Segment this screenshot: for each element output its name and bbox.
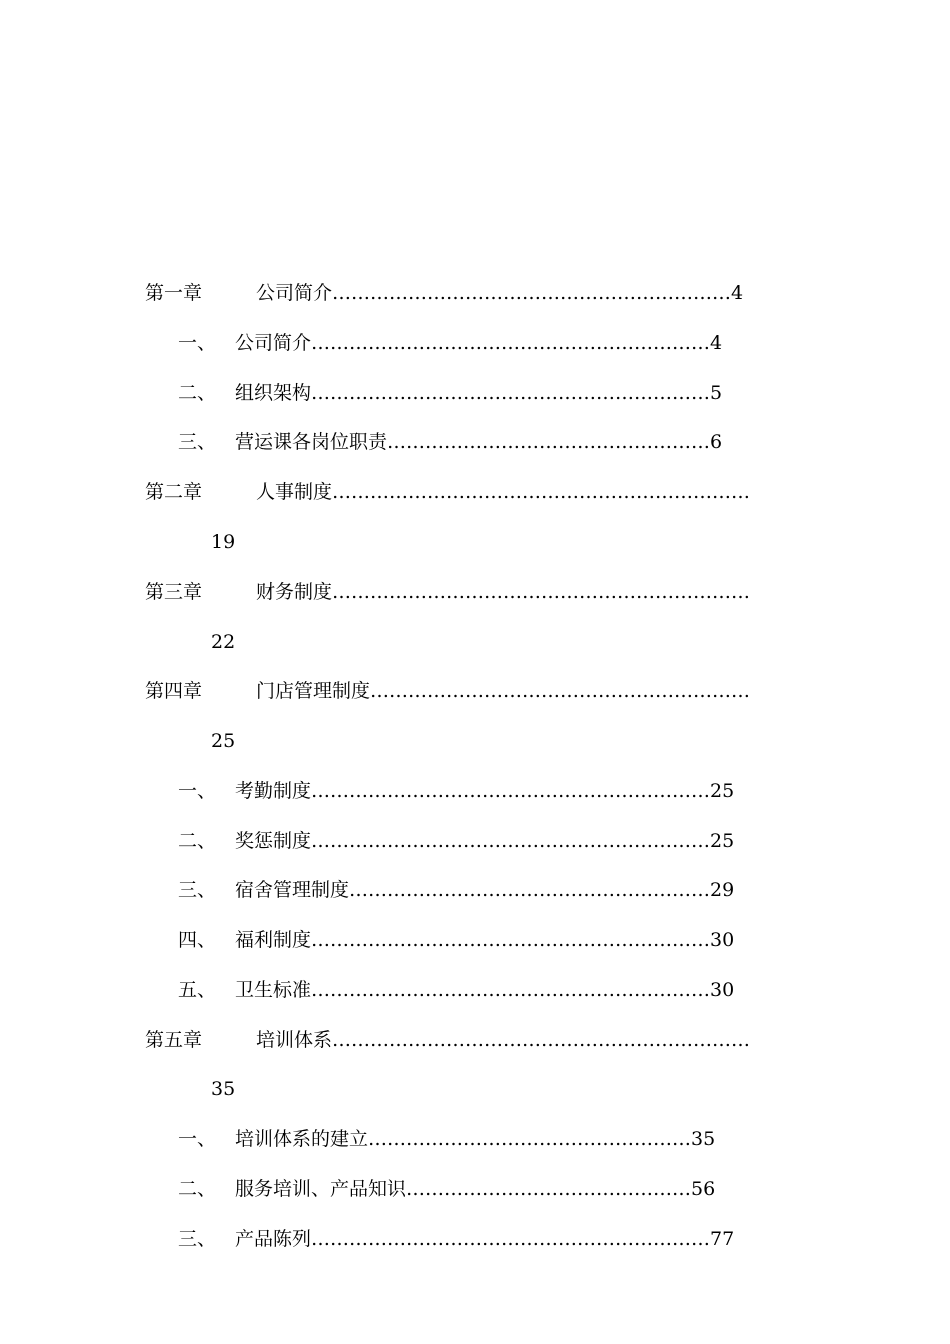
leader-dots: ………………………………………………………: [311, 830, 711, 852]
section-title-text: 奖惩制度: [235, 830, 312, 852]
page-number: 25: [710, 830, 735, 852]
section-number: 二、: [178, 830, 217, 852]
toc-page-number-wrapped: [211, 530, 235, 554]
section-number: 四、: [178, 929, 217, 951]
leader-dots: …………………………………………………………: [332, 481, 751, 503]
chapter-number: 第二章: [145, 481, 203, 503]
page-number: 25: [211, 730, 236, 752]
leader-dots: ……………………………………………: [387, 431, 711, 453]
section-title-text: 卫生标准: [235, 979, 312, 1001]
section-title: [235, 1127, 715, 1151]
section-title: [235, 928, 734, 952]
page-number: 35: [691, 1128, 716, 1150]
page-number: 25: [710, 780, 735, 802]
leader-dots: ………………………………………………………: [311, 332, 711, 354]
page-number: 4: [731, 282, 744, 304]
section-title: [235, 829, 734, 853]
leader-dots: ………………………………………………………: [311, 382, 711, 404]
section-title-text: 考勤制度: [235, 780, 312, 802]
chapter-title: [256, 480, 750, 504]
section-title: [235, 1227, 734, 1251]
section-title: [235, 381, 722, 405]
section-title-text: 组织架构: [235, 382, 312, 404]
section-number: 二、: [178, 382, 217, 404]
chapter-title: [256, 679, 750, 703]
chapter-title-text: 门店管理制度: [256, 680, 371, 702]
section-title-text: 产品陈列: [235, 1228, 312, 1250]
page-number: 5: [710, 382, 723, 404]
section-title-text: 宿舍管理制度: [235, 879, 350, 901]
page-number: 6: [710, 431, 723, 453]
chapter-title-text: 人事制度: [256, 481, 333, 503]
section-number: 一、: [178, 332, 217, 354]
section-title-text: 培训体系的建立: [235, 1128, 369, 1150]
chapter-title: [256, 580, 750, 604]
section-number: 五、: [178, 979, 217, 1001]
page-number: 56: [691, 1178, 716, 1200]
page-number: 29: [710, 879, 735, 901]
section-number: 三、: [178, 1228, 217, 1250]
leader-dots: ………………………………………………………: [311, 929, 711, 951]
page-number: 30: [710, 979, 735, 1001]
section-title-text: 服务培训、产品知识: [235, 1178, 407, 1200]
page-number: 22: [211, 631, 236, 653]
chapter-title-text: 培训体系: [256, 1029, 333, 1051]
section-title-text: 福利制度: [235, 929, 312, 951]
chapter-number: 第五章: [145, 1029, 203, 1051]
chapter-title-text: 公司简介: [256, 282, 333, 304]
page-number: 30: [710, 929, 735, 951]
chapter-number: 第一章: [145, 282, 203, 304]
section-number: 三、: [178, 879, 217, 901]
leader-dots: ………………………………………………………: [311, 1228, 711, 1250]
section-title: [235, 430, 722, 454]
section-title: [235, 1177, 715, 1201]
chapter-number: 第四章: [145, 680, 203, 702]
leader-dots: …………………………………………………………: [332, 1029, 751, 1051]
toc-page-number-wrapped: [211, 1077, 235, 1101]
section-title-text: 公司简介: [235, 332, 312, 354]
toc-page-number-wrapped: [211, 729, 235, 753]
section-title-text: 营运课各岗位职责: [235, 431, 388, 453]
toc-page-number-wrapped: [211, 630, 235, 654]
leader-dots: ………………………………………………………: [311, 780, 711, 802]
chapter-title: [256, 1028, 750, 1052]
page-number: 19: [211, 531, 236, 553]
page-number: 35: [211, 1078, 236, 1100]
section-number: 一、: [178, 780, 217, 802]
chapter-title: [256, 281, 743, 305]
chapter-number: 第三章: [145, 581, 203, 603]
page-number: 4: [710, 332, 723, 354]
section-title: [235, 978, 734, 1002]
section-number: 一、: [178, 1128, 217, 1150]
section-title: [235, 331, 722, 355]
leader-dots: ……………………………………………………: [370, 680, 751, 702]
leader-dots: ………………………………………………………: [311, 979, 711, 1001]
leader-dots: ……………………………………………: [368, 1128, 692, 1150]
page-number: 77: [710, 1228, 735, 1250]
leader-dots: …………………………………………………………: [332, 581, 751, 603]
leader-dots: …………………………………………………: [349, 879, 711, 901]
section-title: [235, 779, 734, 803]
section-number: 二、: [178, 1178, 217, 1200]
leader-dots: ………………………………………: [406, 1178, 692, 1200]
chapter-title-text: 财务制度: [256, 581, 333, 603]
leader-dots: ………………………………………………………: [332, 282, 732, 304]
section-number: 三、: [178, 431, 217, 453]
section-title: [235, 878, 734, 902]
